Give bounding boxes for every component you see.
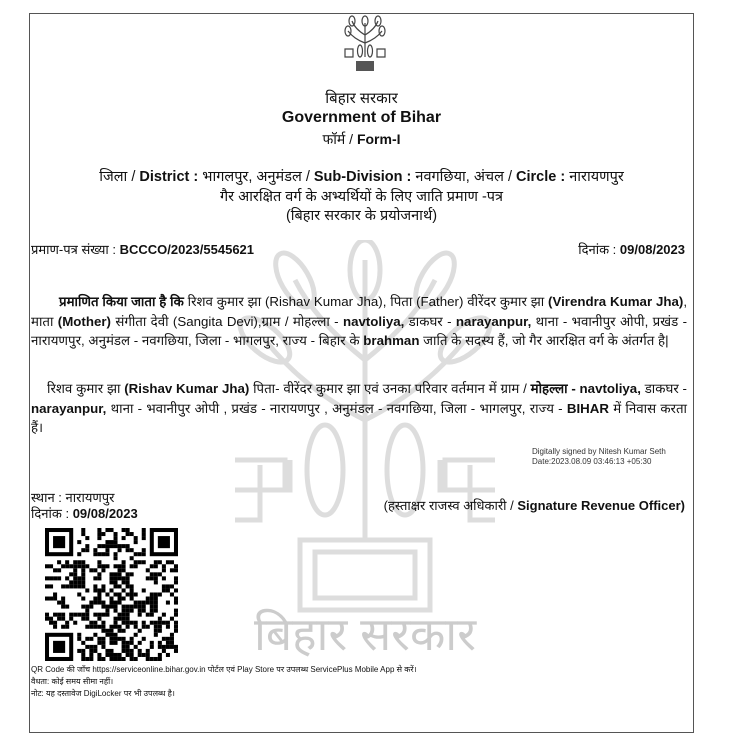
text-segment: narayanpur, bbox=[31, 400, 107, 416]
text-segment: जाति के सदस्य हैं, जो गैर आरक्षित वर्ग के अंतर्गत है| bbox=[419, 333, 669, 348]
place-value: नारायणपुर bbox=[65, 490, 115, 505]
certificate-number-value: BCCCO/2023/5545621 bbox=[119, 242, 255, 257]
title-english: Government of Bihar bbox=[281, 109, 442, 126]
form-english: Form-I bbox=[356, 131, 401, 147]
text-segment: brahman bbox=[363, 333, 420, 348]
bihar-emblem-logo bbox=[340, 15, 390, 73]
text-segment: भागलपुर, अनुमंडल / bbox=[198, 169, 314, 185]
digital-signature-signer: Digitally signed by Nitesh Kumar Seth bbox=[532, 447, 666, 456]
location-line bbox=[29, 166, 694, 186]
text-segment: रिशव कुमार झा (Rishav Kumar Jha), पिता (Father) वीरेंदर कुमार झा bbox=[187, 294, 549, 309]
place-label: स्थान : bbox=[31, 490, 62, 505]
text-segment: District : bbox=[139, 169, 199, 185]
certificate-number-label: प्रमाण-पत्र संख्या : bbox=[31, 242, 116, 257]
text-segment: थाना - भवानीपुर ओपी , प्रखंड - नारायणपुर , अनुमंडल - नवगछिया, जिला - भागलपुर, राज्य - bbox=[106, 400, 567, 416]
text-segment: BIHAR bbox=[566, 400, 609, 416]
certificate-date-value: 09/08/2023 bbox=[619, 242, 685, 257]
issue-date bbox=[31, 504, 138, 522]
watermark-text: बिहार सरकार bbox=[253, 608, 477, 660]
certificate-subtitle: गैर आरक्षित वर्ग के अभ्यर्थियों के लिए जाति प्रमाण -पत्र bbox=[219, 189, 504, 205]
text-segment: narayanpur, bbox=[455, 313, 532, 329]
text-segment: Circle : bbox=[516, 169, 566, 185]
text-segment: डाकघर - bbox=[640, 381, 687, 396]
text-segment: नवगछिया, अंचल / bbox=[411, 169, 517, 185]
certification-paragraph bbox=[31, 292, 687, 351]
text-segment: संगीता देवी (Sangita Devi),ग्राम / मोहल्ला - bbox=[110, 313, 343, 329]
certificate-date-label: दिनांक : bbox=[578, 242, 617, 257]
footer-qr-note: QR Code की जाँच https://serviceonline.bihar.gov.in पोर्टल एवं Play Store पर उपलब्ध ServicePlus Mobile App से करें। bbox=[31, 665, 417, 674]
footer-digilocker-note: नोट: यह दस्तावेज DigiLocker पर भी उपलब्ध है। bbox=[31, 689, 175, 698]
form-label: फॉर्म / Form-I bbox=[322, 131, 401, 147]
text-segment: में निवास करता हैं। bbox=[31, 400, 688, 435]
certificate-number bbox=[31, 240, 254, 258]
certificate-purpose: (बिहार सरकार के प्रयोजनार्थ) bbox=[285, 208, 438, 224]
text-segment: (Mother) bbox=[57, 313, 111, 329]
text-segment: जिला / bbox=[99, 169, 140, 185]
text-segment: Sub-Division : bbox=[313, 169, 412, 185]
title-hindi: बिहार सरकार bbox=[325, 90, 398, 107]
certificate-date bbox=[578, 240, 685, 258]
text-segment: मोहल्ला - navtoliya, bbox=[530, 381, 641, 396]
qr-code bbox=[45, 528, 178, 661]
digital-signature bbox=[532, 447, 666, 467]
residence-paragraph bbox=[31, 379, 687, 438]
text-segment: पिता- वीरेंदर कुमार झा एवं उनका परिवार वर्तमान में ग्राम / bbox=[249, 381, 531, 396]
issue-date-value: 09/08/2023 bbox=[72, 506, 138, 521]
digital-signature-date: Date:2023.08.09 03:46:13 +05:30 bbox=[532, 457, 652, 466]
text-segment: (Rishav Kumar Jha) bbox=[124, 381, 250, 396]
text-segment: (Virendra Kumar Jha) bbox=[548, 294, 684, 309]
footer-validity: वैधता: कोई समय सीमा नहीं। bbox=[31, 677, 114, 686]
text-segment: नारायणपुर bbox=[565, 169, 624, 185]
text-segment: रिशव कुमार झा bbox=[47, 381, 125, 396]
issue-date-label: दिनांक : bbox=[31, 506, 70, 521]
text-segment: , माता bbox=[31, 294, 688, 329]
text-segment: डाकघर - bbox=[404, 313, 456, 329]
signature-english: Signature Revenue Officer) bbox=[517, 498, 685, 513]
form-hindi: फॉर्म bbox=[322, 131, 346, 147]
signature-hindi: (हस्ताक्षर राजस्व अधिकारी / bbox=[383, 498, 518, 513]
text-segment: थाना - भवानीपुर ओपी, प्रखंड - नारायणपुर, अनुमंडल - नवगछिया, जिला - भागलपुर, राज्य - बिहार के bbox=[31, 313, 687, 348]
text-segment: navtoliya, bbox=[342, 313, 405, 329]
text-segment: प्रमाणित किया जाता है कि bbox=[59, 294, 188, 309]
signature-label bbox=[384, 496, 685, 514]
